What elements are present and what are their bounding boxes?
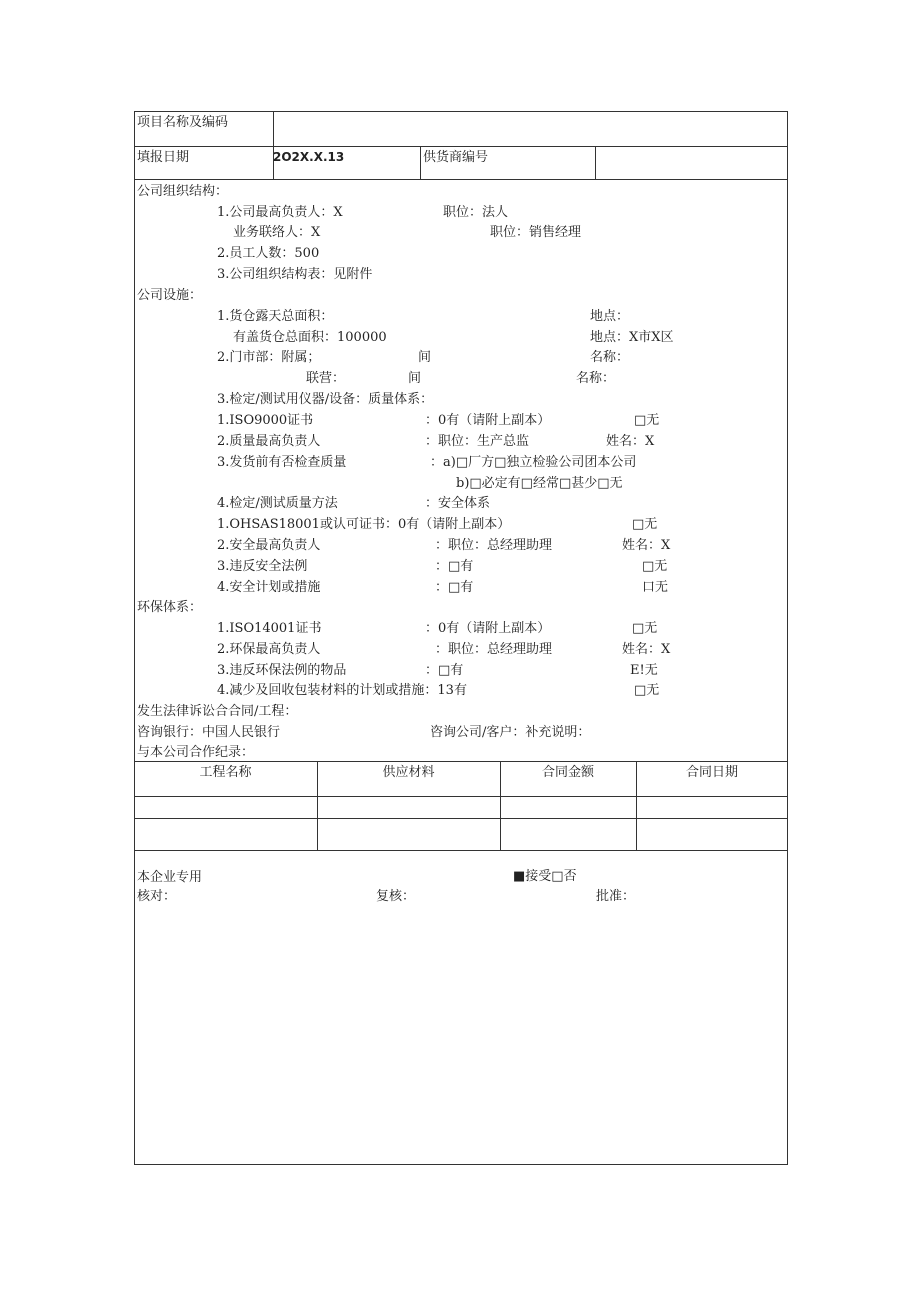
env-line: 3.违反环保法例的物品 [217, 663, 347, 678]
safety-line: 口无 [642, 580, 669, 595]
quality-line: ：职位：生产总监 [425, 434, 530, 449]
table-bottom-line [134, 850, 788, 851]
org-line: 业务联络人：X [233, 225, 321, 240]
env-line: E!无 [630, 663, 658, 678]
org-line: 2.员工人数：500 [217, 246, 320, 261]
facility-line: 地点： [590, 309, 630, 324]
quality-line: 1.ISO9000证书 [217, 413, 314, 428]
date-label: 填报日期 [137, 150, 190, 165]
env-line: 姓名：X [622, 642, 671, 657]
quality-line: b)□必定有□经常□甚少□无 [456, 476, 623, 491]
facility-line: 联营： [306, 371, 346, 386]
env-line: ：0有（请附上副本） [425, 621, 551, 636]
internal-use-label: 本企业专用 [137, 870, 203, 885]
table-header-project: 工程名称 [199, 765, 252, 780]
safety-line: □无 [642, 559, 668, 574]
safety-line: 3.违反安全法例 [217, 559, 308, 574]
table-row-line [134, 818, 788, 819]
header-divider [420, 146, 421, 179]
table-row-line [134, 796, 788, 797]
quality-line: ：0有（请附上副本） [425, 413, 551, 428]
consult-line: 咨询公司/客户：补充说明： [430, 725, 591, 740]
org-line: 职位：法人 [443, 205, 509, 220]
org-line: 3.公司组织结构表：见附件 [217, 267, 373, 282]
safety-line: 4.安全计划或措施 [217, 580, 321, 595]
facility-line: 有盖货仓总面积：100000 [233, 330, 387, 345]
bank-line: 咨询银行：中国人民银行 [137, 725, 281, 740]
table-header-date: 合同日期 [685, 765, 738, 780]
header-bottom-line [134, 179, 788, 180]
safety-line: 姓名：X [622, 538, 671, 553]
quality-line: □无 [634, 413, 660, 428]
env-line: □无 [634, 683, 660, 698]
env-line: ：职位：总经理助理 [435, 642, 553, 657]
env-line: ：□有 [425, 663, 464, 678]
safety-line: ：□有 [435, 580, 474, 595]
table-header-material: 供应材料 [382, 765, 435, 780]
env-line: 1.ISO14001证书 [217, 621, 322, 636]
header-row-divider [134, 146, 788, 147]
check-label: 核对： [137, 889, 177, 904]
safety-line: ：职位：总经理助理 [435, 538, 553, 553]
quality-line: 2.质量最高负责人 [217, 434, 321, 449]
env-line: 4.减少及回收包装材料的计划或措施：13有 [217, 683, 467, 698]
facility-line: 名称： [590, 350, 630, 365]
facility-line: 间 [418, 350, 432, 365]
quality-line: 3.发货前有否检查质量 [217, 455, 347, 470]
facility-line: 1.货仓露天总面积： [217, 309, 334, 324]
supplier-no-label: 供货商编号 [423, 150, 489, 165]
table-top-line [134, 761, 788, 762]
facility-line: 地点：X市X区 [590, 330, 674, 345]
date-value: 2O2X.X.13 [273, 150, 345, 164]
env-line: □无 [632, 621, 658, 636]
safety-line: □无 [632, 517, 658, 532]
header-divider [595, 146, 596, 179]
record-line: 与本公司合作纪录： [137, 745, 255, 760]
lawsuit-line: 发生法律诉讼合合同/工程： [137, 704, 298, 719]
facility-line: 名称： [576, 371, 616, 386]
safety-line: 1.OHSAS18001或认可证书：0有（请附上副本） [217, 517, 511, 532]
table-header-amount: 合同金额 [541, 765, 594, 780]
facility-line: 间 [408, 371, 422, 386]
project-label: 项目名称及编码 [137, 115, 229, 130]
accept-checkbox-group[interactable]: ■接受□否 [513, 869, 577, 884]
facility-title: 公司设施： [137, 288, 203, 303]
env-title: 环保体系： [137, 600, 203, 615]
facility-line: 2.门市部：附属； [217, 350, 321, 365]
quality-line: 姓名：X [606, 434, 655, 449]
org-line: 1.公司最高负责人：X [217, 205, 343, 220]
approve-label: 批准： [596, 889, 636, 904]
org-title: 公司组织结构： [137, 184, 229, 199]
quality-line: ：a)□厂方□独立检验公司团本公司 [430, 455, 637, 470]
safety-line: ：□有 [435, 559, 474, 574]
safety-line: 2.安全最高负责人 [217, 538, 321, 553]
review-label: 复核： [376, 889, 416, 904]
facility-line: 3.检定/测试用仪器/设备：质量体系： [217, 392, 434, 407]
env-line: 2.环保最高负责人 [217, 642, 321, 657]
quality-line: 4.检定/测试质量方法 [217, 496, 338, 511]
header-divider [273, 111, 274, 179]
quality-line: ：安全体系 [425, 496, 491, 511]
org-line: 职位：销售经理 [490, 225, 582, 240]
